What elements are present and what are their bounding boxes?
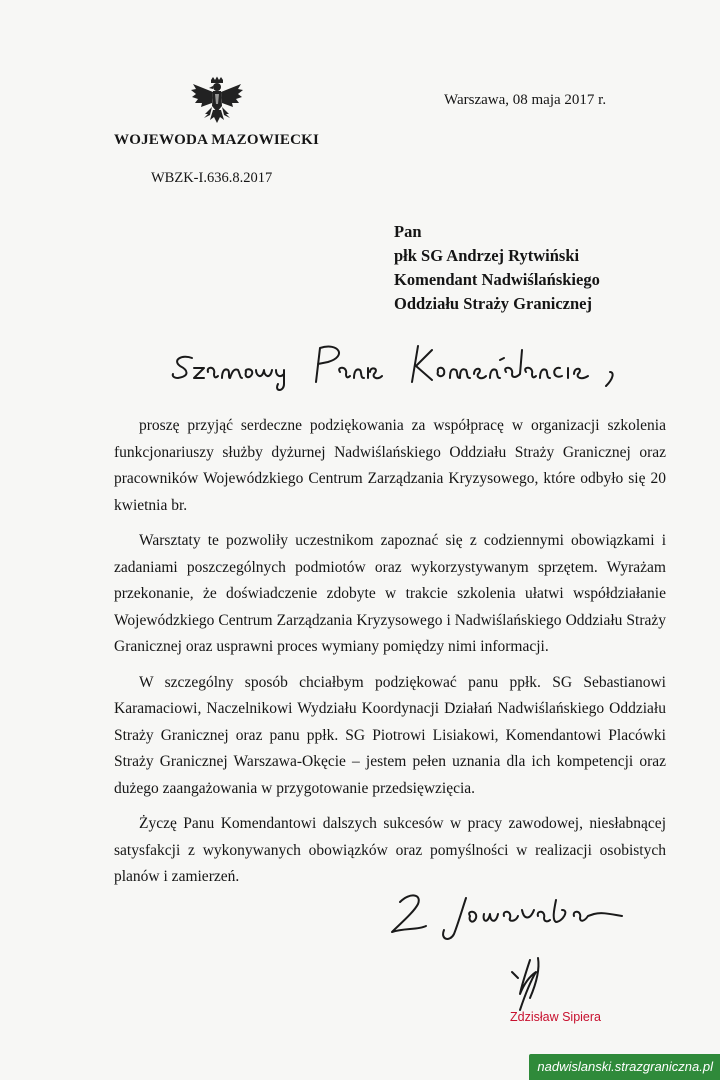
issuer-office-name: WOJEWODA MAZOWIECKI [114, 132, 320, 148]
handwritten-greeting [170, 336, 640, 396]
letter-body [114, 413, 666, 900]
handwritten-signature [370, 880, 670, 1030]
body-paragraph: Życzę Panu Komendantowi dalszych sukcesów w pracy zawodowej, niesłabnącej satysfakcji z wykonywanych obowiązków oraz pomyślności w realizacji osobistych planów i zamierzeń. [114, 815, 666, 885]
recipient-position-line-1: Komendant Nadwiślańskiego [394, 270, 600, 289]
signer-name-stamp: Zdzisław Sipiera [510, 1010, 602, 1024]
body-paragraph: proszę przyjąć serdeczne podziękowania za współpracę w organizacji szkolenia funkcjonariuszy służby dyżurnej Nadwiślańskiego Oddziału Straży Granicznej oraz pracowników Wojewódzkiego Centrum Zarządzania Kryzysowego, które odbyło się 20 kwietnia br. [114, 417, 666, 514]
reference-number: WBZK-I.636.8.2017 [151, 170, 273, 186]
recipient-block [394, 220, 600, 316]
body-paragraph: Warsztaty te pozwoliły uczestnikom zapoznać się z codziennymi obowiązkami i zadaniami poszczególnych podmiotów oraz wykorzystywanym sprzętem. Wyrażam przekonanie, że doświadczenie zdobyte w trakcie szkolenia ułatwi współdziałanie Wojewódzkiego Centrum Zarządzania Kryzysowego i Nadwiślańskiego Oddziału Straży Granicznej oraz usprawni proces wymiany pomiędzy nimi informacji. [114, 532, 666, 655]
recipient-salutation-word: Pan [394, 222, 422, 241]
source-watermark: nadwislanski.strazgraniczna.pl [529, 1054, 720, 1080]
recipient-name: płk SG Andrzej Rytwiński [394, 246, 580, 265]
letter-date: Warszawa, 08 maja 2017 r. [444, 92, 607, 108]
polish-eagle-emblem-icon [189, 76, 245, 126]
recipient-position-line-2: Oddziału Straży Granicznej [394, 294, 592, 313]
body-paragraph: W szczególny sposób chciałbym podziękować panu ppłk. SG Sebastianowi Karamaciowi, Naczelnikowi Wydziału Koordynacji Działań Nadwiślańskiego Oddziału Straży Granicznej oraz panu ppłk. SG Piotrowi Lisiakowi, Komendantowi Placówki Straży Granicznej Warszawa-Okęcie – jestem pełen uznania dla ich kompetencji oraz dużego zaangażowania w przygotowanie przedsięwzięcia. [114, 673, 666, 797]
